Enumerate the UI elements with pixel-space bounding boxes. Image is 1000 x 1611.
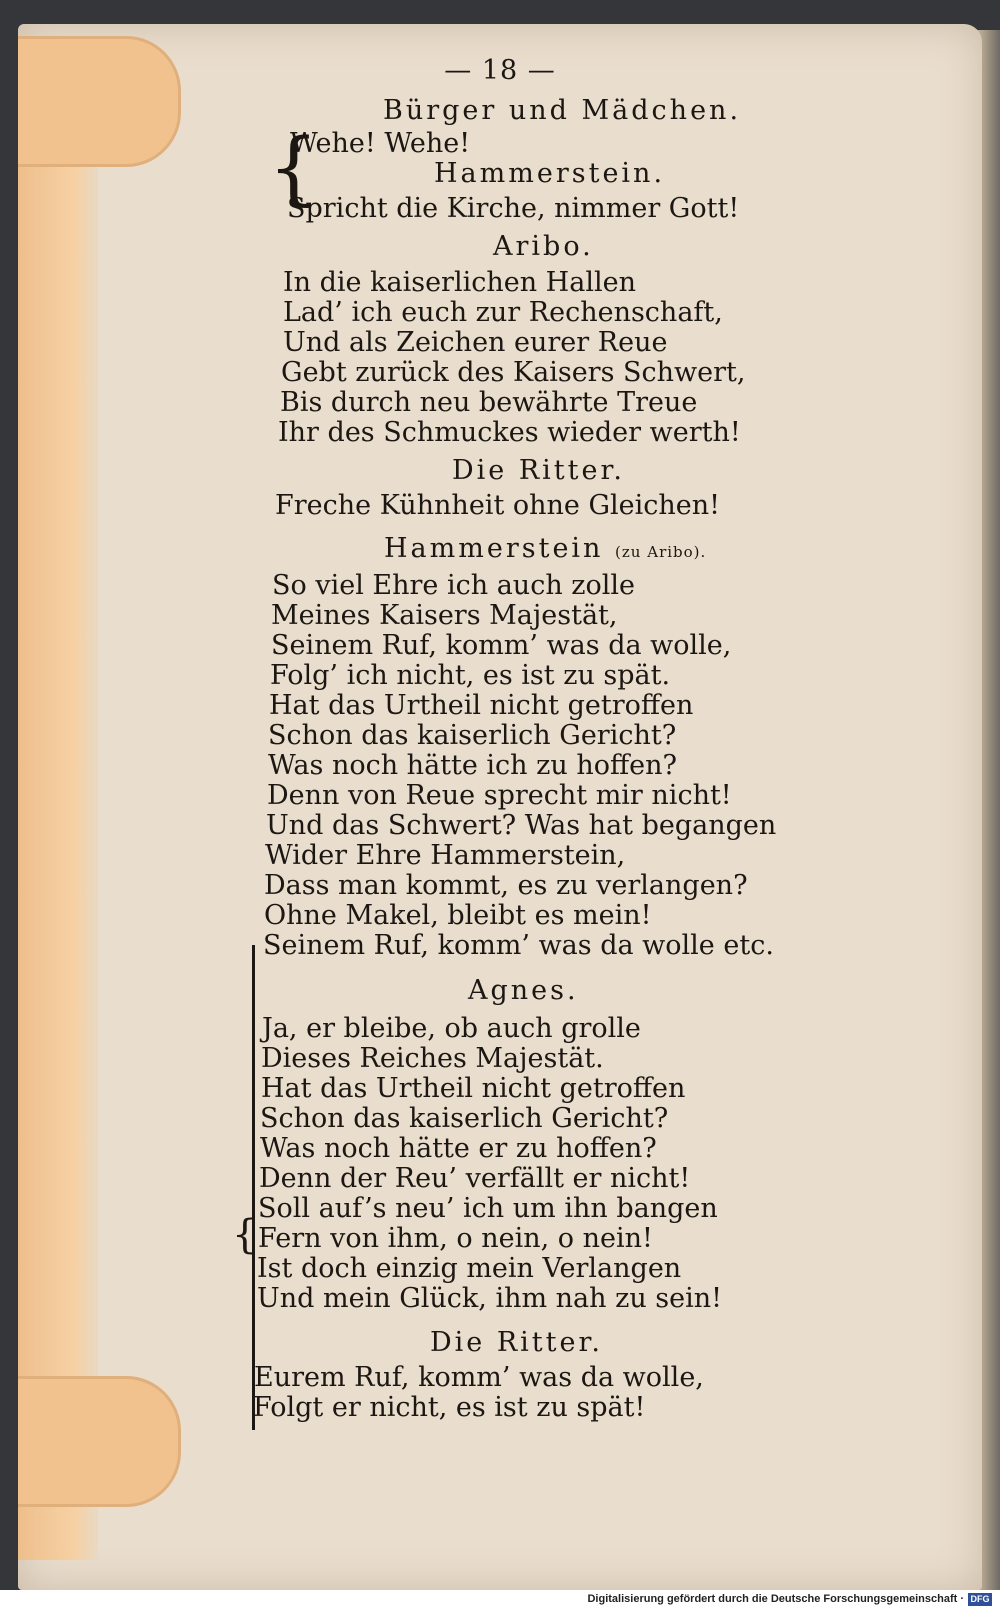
verse-line: Hat das Urtheil nicht getroffen xyxy=(269,690,694,721)
verse-line: Fern von ihm, o nein, o nein! xyxy=(258,1223,653,1254)
ensemble-bracket xyxy=(252,945,255,1430)
stage-direction: (zu Aribo). xyxy=(615,543,707,561)
verse-line: Wehe! Wehe! xyxy=(290,128,471,159)
verse-line: Folg’ ich nicht, es ist zu spät. xyxy=(270,660,671,691)
verse-line: Ist doch einzig mein Verlangen xyxy=(257,1253,682,1284)
verse-line: Freche Kühnheit ohne Gleichen! xyxy=(275,490,721,521)
speaker-heading: Hammerstein. xyxy=(434,158,666,189)
funding-credit: Digitalisierung gefördert durch die Deutsche Forschungsgemeinschaft · xyxy=(587,1593,964,1605)
digitization-footer xyxy=(0,1590,1000,1611)
verse-line: Und als Zeichen eurer Reue xyxy=(283,327,668,358)
verse-line: Dass man kommt, es zu verlangen? xyxy=(264,870,748,901)
verse-line: Denn von Reue sprecht mir nicht! xyxy=(267,780,732,811)
verse-line: Spricht die Kirche, nimmer Gott! xyxy=(287,193,740,224)
verse-line: Meines Kaisers Majestät, xyxy=(271,600,618,631)
verse-line: Ihr des Schmuckes wieder werth! xyxy=(278,417,741,448)
brace-mark: { xyxy=(232,1212,258,1258)
speaker-heading: Bürger und Mädchen. xyxy=(383,95,742,126)
verse-line: In die kaiserlichen Hallen xyxy=(283,267,636,298)
page-number: — 18 — xyxy=(444,55,556,86)
verse-line: Und mein Glück, ihm nah zu sein! xyxy=(257,1283,723,1314)
verse-line: So viel Ehre ich auch zolle xyxy=(272,570,636,601)
verse-line: Hat das Urtheil nicht getroffen xyxy=(261,1073,686,1104)
verse-line: Seinem Ruf, komm’ was da wolle etc. xyxy=(263,930,774,961)
speaker-heading: Die Ritter. xyxy=(452,455,626,486)
verse-line: Ja, er bleibe, ob auch grolle xyxy=(262,1013,641,1044)
verse-line: Was noch hätte ich zu hoffen? xyxy=(268,750,678,781)
verse-line: Seinem Ruf, komm’ was da wolle, xyxy=(271,630,732,661)
speaker-heading xyxy=(384,533,706,568)
brace-mark: { xyxy=(268,121,319,214)
speaker-heading: Agnes. xyxy=(468,975,579,1006)
verse-line: Was noch hätte er zu hoffen? xyxy=(260,1133,657,1164)
speaker-heading: Aribo. xyxy=(493,231,594,262)
verse-line: Dieses Reiches Majestät. xyxy=(261,1043,604,1074)
verse-line: Denn der Reu’ verfällt er nicht! xyxy=(259,1163,691,1194)
verse-line: Schon das kaiserlich Gericht? xyxy=(260,1103,669,1134)
speaker-heading: Die Ritter. xyxy=(430,1327,604,1358)
verse-line: Soll auf’s neu’ ich um ihn bangen xyxy=(258,1193,718,1224)
verse-line: Wider Ehre Hammerstein, xyxy=(265,840,626,871)
dfg-logo-icon: DFG xyxy=(968,1593,992,1606)
verse-line: Ohne Makel, bleibt es mein! xyxy=(264,900,652,931)
verse-line: Bis durch neu bewährte Treue xyxy=(280,387,698,418)
verse-line: Und das Schwert? Was hat begangen xyxy=(266,810,777,841)
verse-line: Eurem Ruf, komm’ was da wolle, xyxy=(254,1362,704,1393)
verse-line: Gebt zurück des Kaisers Schwert, xyxy=(281,357,746,388)
verse-line: Lad’ ich euch zur Rechenschaft, xyxy=(283,297,723,328)
speaker-name: Hammerstein xyxy=(384,533,604,564)
verse-line: Folgt er nicht, es ist zu spät! xyxy=(253,1392,646,1423)
verse-line: Schon das kaiserlich Gericht? xyxy=(268,720,677,751)
